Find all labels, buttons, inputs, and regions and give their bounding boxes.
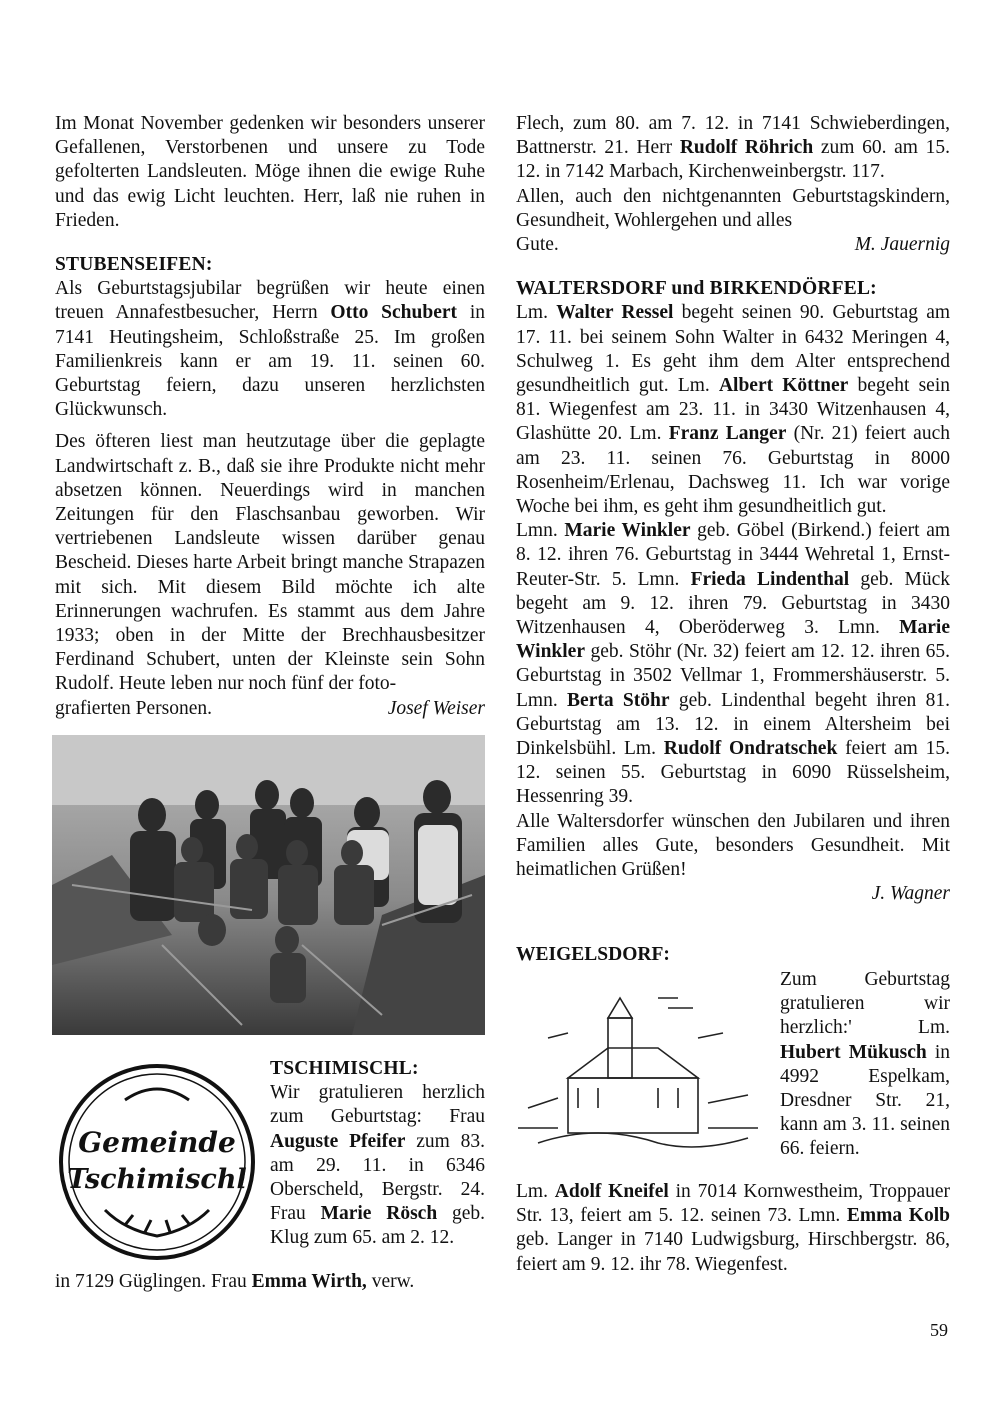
tschimischl-heading: TSCHIMISCHL: xyxy=(270,1058,419,1079)
person-name: Otto Schubert xyxy=(330,302,457,324)
stubenseifen-paragraph-2: Des öfteren liest man heutzutage über die geplagte Landwirtschaft z. B., daß sie ihre Produkte nicht mehr absetzen können. Neuerdings wird in manchen Zeitungen für den Flaschsanbau geworben. Wir vertriebenen Landsleute wissen darüber genau Bescheid. Dieses harte Arbeit bringt manche Strapazen mit sich. Mit diesem Bild möchte ich alte Erinnerungen wachrufen. Es stammt aus dem Jahre 1933; oben in der Mitte der Brechhausbesitzer Ferdinand Schubert, unten der Kleinste sein Sohn Rudolf. Heute leben nur noch fünf der foto- xyxy=(55,431,485,695)
closing-paragraph: Allen, auch den nichtgenannten Geburtstagskindern, Gesundheit, Wohlergehen und alles xyxy=(516,185,950,231)
waltersdorf-paragraph-2: Lmn. Marie Winkler geb. Göbel (Birkend.) feiert am 8. 12. ihren 76. Geburtstag in 3444 Wehretal 1, Ernst-Reuter-Str. 5. Lmn. Frieda Lindenthal geb. Mück begeht am 9. 12. ihren 79. Geburtstag in 3430 Witzenhausen 4, Oberöderweg 3. Lmn. Marie Winkler geb. Stöhr (Nr. 32) feiert am 12. 12. ihren 65. Geburtstag in 3502 Vellmar 1, Frommershäuserstr. 5. Lmn. Berta Stöhr geb. Lindenthal begeht ihren 81. Geburtstag am 13. 12. in einem Altersheim bei Dinkelsbühl. Lm. Rudolf Ondratschek feiert am 15. 12. seinen 55. Geburtstag in 6090 Rüsselsheim, Hessenring 39. xyxy=(516,520,951,808)
signature-line: Gute. M. Jauernig xyxy=(516,233,950,257)
tschimischl-seal xyxy=(55,1060,260,1265)
signature-line: grafierten Personen. Josef Weiser xyxy=(55,697,485,721)
author-signature: M. Jauernig xyxy=(854,234,950,256)
stubenseifen-heading: STUBENSEIFEN: xyxy=(55,254,213,276)
weigelsdorf-tail: Lm. Adolf Kneifel in 7014 Kornwestheim, Troppauer Str. 13, feiert am 5. 12. seinen 73. Lmn. Emma Kolb geb. Langer in 7140 Ludwigsburg, Hirschbergstr. 86, feiert am 9. 12. ihr 78. Wiegenfest. xyxy=(516,1181,951,1275)
waltersdorf-paragraph: Lm. Walter Ressel begeht seinen 90. Geburtstag am 17. 11. bei seinem Sohn Walter in 6432 Meringen 4, Schulweg 1. Es geht ihm dem Alter entsprechend gesundheitlich gut. Lm. Albert Köttner begeht sein 81. Wiegenfest am 23. 11. in 3430 Witzenhausen 4, Glashütte 20. Lm. Franz Langer (Nr. 21) feiert auch am 23. 11. seinen 76. Geburtstag in 8000 Rosenheim/Erlenau, Dachsweg 11. Ich war vorige Woche bei ihm, es geht ihm gesundheitlich gut. xyxy=(516,302,951,518)
waltersdorf-heading: WALTERSDORF und BIRKENDÖRFEL: xyxy=(516,278,877,300)
tschimischl-tail: in 7129 Güglingen. Frau Emma Wirth, verw. xyxy=(55,1271,415,1292)
left-column xyxy=(55,112,485,721)
author-signature: Josef Weiser xyxy=(387,697,485,719)
waltersdorf-greeting: Alle Waltersdorfer wünschen den Jubilaren und ihren Familien alles Gute, besonders Gesundheit. Mit heimatlichen Grüßen! xyxy=(516,810,950,881)
stubenseifen-paragraph-1: Als Geburtstagsjubilar begrüßen wir heute einen treuen Annafestbesucher, Herrn Otto Schubert in 7141 Heutingsheim, Schloßstraße 25. Im großen Familienkreis kann er am 19. 11. seinen 60. Geburtstag feiern, dazu unseren herzlichsten Glückwunsch. xyxy=(55,278,486,421)
intro-paragraph: Im Monat November gedenken wir besonders unserer Gefallenen, Verstorbenen und unsere zu Tode gefolterten Landsleuten. Möge ihnen die ewige Ruhe und das ewig Licht leuchten. Herr, laß nie ruhen in Frieden. xyxy=(55,113,485,231)
tschimischl-section xyxy=(270,1057,485,1251)
page-number: 59 xyxy=(930,1320,948,1340)
svg-text:Gemeinde: Gemeinde xyxy=(78,1126,236,1159)
author-signature: J. Wagner xyxy=(871,883,950,905)
church-sketch xyxy=(508,978,770,1178)
svg-text:Tschimischl: Tschimischl xyxy=(67,1164,247,1195)
historic-group-photo xyxy=(52,735,485,1035)
weigelsdorf-side-text: Zum Geburtstag gratulieren wir herzlich:' Lm. Hubert Mükusch in 4992 Espelkam, Dresdner Str. 21, kann am 3. 11. seinen 66. feiern. xyxy=(780,969,950,1160)
right-column xyxy=(516,112,950,907)
continued-paragraph: Flech, zum 80. am 7. 12. in 7141 Schwieberdingen, Battnerstr. 21. Herr Rudolf Röhrich zum 60. am 15. 12. in 7142 Marbach, Kirchenweinbergstr. 117. xyxy=(516,113,950,183)
tschimischl-paragraph: Wir gratulieren herzlich zum Geburtstag: Frau Auguste Pfeifer zum 83. am 29. 11. in 6346 Oberscheld, Bergstr. 24. Frau Marie Rösch geb. Klug zum 65. am 2. 12. xyxy=(270,1082,486,1249)
weigelsdorf-heading: WEIGELSDORF: xyxy=(516,944,670,965)
